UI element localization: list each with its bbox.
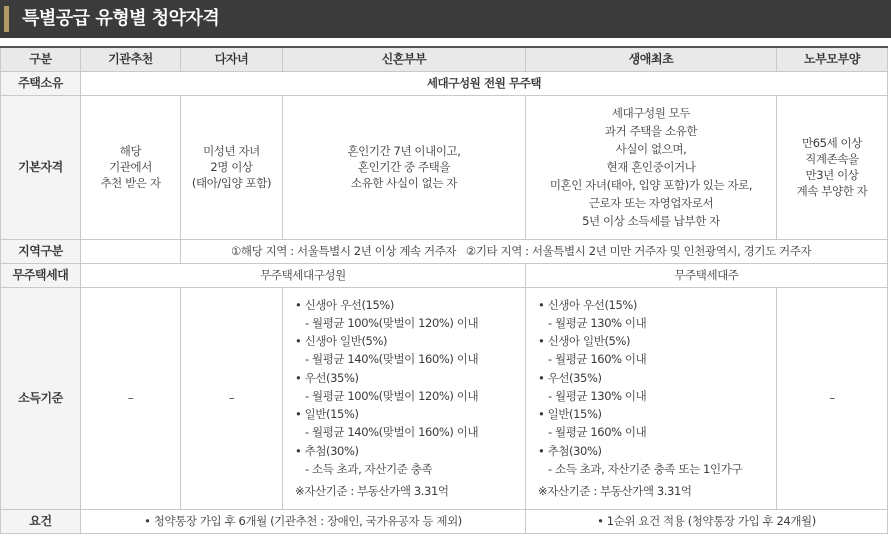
income-multichild: – (181, 287, 283, 509)
region-value: ①해당 지역 : 서울특별시 2년 이상 계속 거주자 ②기타 지역 : 서울특별시 2년 미만 거주자 및 인천광역시, 경기도 거주자 (181, 239, 888, 263)
income-item: • 우선(35%) (538, 370, 602, 385)
table-row (1, 509, 888, 533)
header-category: 구분 (1, 47, 81, 71)
header-newlywed: 신혼부부 (283, 47, 526, 71)
table-row (1, 95, 888, 239)
page-title: 특별공급 유형별 청약자격 (22, 8, 220, 29)
row-label-region: 지역구분 (1, 239, 81, 263)
income-agency: – (81, 287, 181, 509)
table-row (1, 287, 888, 509)
basic-multichild: 미성년 자녀 2명 이상 (태아/입양 포함) (181, 95, 283, 239)
title-accent-bar (4, 6, 9, 32)
income-elderly: – (777, 287, 888, 509)
housing-value: 세대구성원 전원 무주택 (81, 71, 888, 95)
requirement-right: • 1순위 요건 적용 (청약통장 가입 후 24개월) (526, 509, 888, 533)
region-empty-cell (81, 239, 181, 263)
income-item: - 월평균 140%(맞벌이 160%) 이내 (305, 352, 479, 367)
income-item: - 월평균 130% 이내 (548, 388, 647, 403)
income-item: • 추첨(30%) (538, 443, 602, 458)
basic-elderly: 만65세 이상 직계존속을 만3년 이상 계속 부양한 자 (777, 95, 888, 239)
income-item: • 일반(15%) (295, 407, 359, 422)
row-label-income: 소득기준 (1, 287, 81, 509)
title-bar (0, 0, 891, 38)
income-firsttime (526, 287, 777, 509)
income-item: • 우선(35%) (295, 370, 359, 385)
header-firsttime: 생애최초 (526, 47, 777, 71)
requirement-left: • 청약통장 가입 후 6개월 (기관추천 : 장애인, 국가유공자 등 제외) (81, 509, 526, 533)
row-label-housing: 주택소유 (1, 71, 81, 95)
income-newlywed (283, 287, 526, 509)
basic-firsttime: 세대구성원 모두 과거 주택을 소유한 사실이 없으며, 현재 혼인중이거나 미혼인 자녀(태아, 입양 포함)가 있는 자로, 근로자 또는 자영업자로서 5년 이상 소득세를 납부한 자 (526, 95, 777, 239)
income-item: - 월평균 130% 이내 (548, 316, 647, 331)
income-item: - 월평균 160% 이내 (548, 425, 647, 440)
income-item: • 신생아 우선(15%) (295, 297, 394, 312)
income-item: - 월평균 160% 이내 (548, 352, 647, 367)
row-label-requirement: 요건 (1, 509, 81, 533)
income-item: - 월평균 100%(맞벌이 120%) 이내 (305, 316, 479, 331)
table-row (1, 263, 888, 287)
income-item: • 신생아 우선(15%) (538, 297, 637, 312)
table-header-row (1, 47, 888, 71)
income-item: - 월평균 100%(맞벌이 120%) 이내 (305, 388, 479, 403)
homeless-left: 무주택세대구성원 (81, 263, 526, 287)
income-item: - 소득 초과, 자산기준 충족 (305, 461, 433, 476)
table-row (1, 71, 888, 95)
income-item: - 월평균 140%(맞벌이 160%) 이내 (305, 425, 479, 440)
asset-note: ※자산기준 : 부동산가액 3.31억 (295, 483, 449, 498)
header-elderly: 노부모부양 (777, 47, 888, 71)
homeless-right: 무주택세대주 (526, 263, 888, 287)
income-item: • 신생아 일반(5%) (538, 334, 631, 349)
basic-agency: 해당 기관에서 추천 받은 자 (81, 95, 181, 239)
table-row (1, 239, 888, 263)
eligibility-table (0, 46, 888, 534)
header-multichild: 다자녀 (181, 47, 283, 71)
income-item: - 소득 초과, 자산기준 충족 또는 1인가구 (548, 461, 743, 476)
row-label-homeless: 무주택세대 (1, 263, 81, 287)
row-label-basic: 기본자격 (1, 95, 81, 239)
income-item: • 신생아 일반(5%) (295, 334, 388, 349)
asset-note: ※자산기준 : 부동산가액 3.31억 (538, 483, 692, 498)
basic-newlywed: 혼인기간 7년 이내이고, 혼인기간 중 주택을 소유한 사실이 없는 자 (283, 95, 526, 239)
header-agency: 기관추천 (81, 47, 181, 71)
income-item: • 추첨(30%) (295, 443, 359, 458)
income-item: • 일반(15%) (538, 407, 602, 422)
